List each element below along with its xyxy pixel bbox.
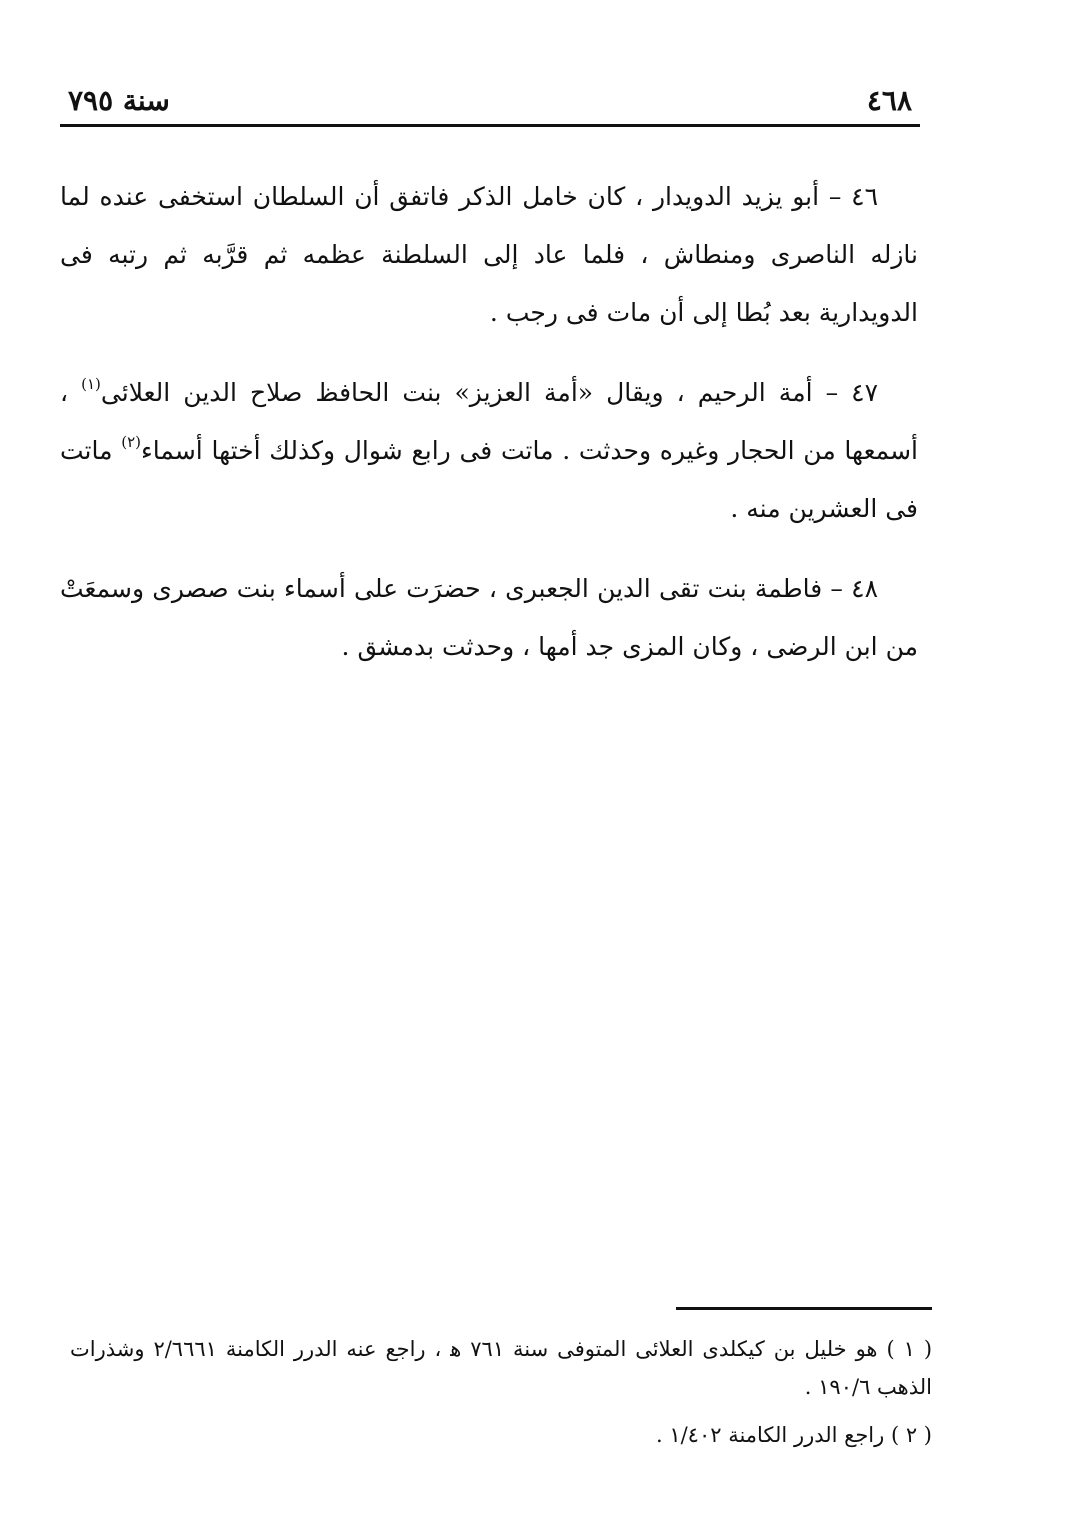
- entry-48: ٤٨ – فاطمة بنت تقى الدين الجعبرى ، حضرَت على أسماء بنت صصرى وسمعَتْ من ابن الرضى ، وكان المزى جد أمها ، وحدثت بدمشق .: [60, 574, 918, 661]
- footnote-ref-2: (٢): [121, 433, 142, 451]
- page-header: [60, 84, 920, 124]
- footnote-1: ( ١ ) هو خليل بن كيكلدى العلائى المتوفى سنة ٧٦١ ﻫ ، راجع عنه الدرر الكامنة ٢/٦٦٦١ وشذرات الذهب ١٩٠/٦ .: [70, 1337, 933, 1399]
- page-number: ٤٦٨: [866, 84, 912, 117]
- entry-47: [60, 364, 918, 538]
- header-rule: [60, 124, 920, 127]
- footnote-rule: [676, 1307, 932, 1310]
- entry-47-text-c: ماتت فى العشرين منه .: [60, 436, 918, 523]
- entry-47-text-a: ٤٧ – أمة الرحيم ، ويقال «أمة العزيز» بنت الحافظ صلاح الدين العلائى: [100, 378, 878, 407]
- footnote-ref-1: (١): [81, 375, 101, 393]
- running-head: سنة ٧٩٥: [68, 84, 170, 117]
- entry-47-text-b: ، أسمعها من الحجار وغيره وحدثت . ماتت فى رابع شوال وكذلك أختها أسماء: [60, 378, 918, 465]
- footnote-2: ( ٢ ) راجع الدرر الكامنة ١/٤٠٢ .: [655, 1423, 932, 1447]
- main-text: [60, 168, 918, 698]
- entry-46: ٤٦ – أبو يزيد الدويدار ، كان خامل الذكر فاتفق أن السلطان استخفى عنده لما نازله الناصرى ومنطاش ، فلما عاد إلى السلطنة عظمه ثم قرَّبه ثم رتبه فى الدويدارية بعد بُطا إلى أن مات فى رجب .: [60, 182, 918, 327]
- footnotes: [70, 1330, 932, 1464]
